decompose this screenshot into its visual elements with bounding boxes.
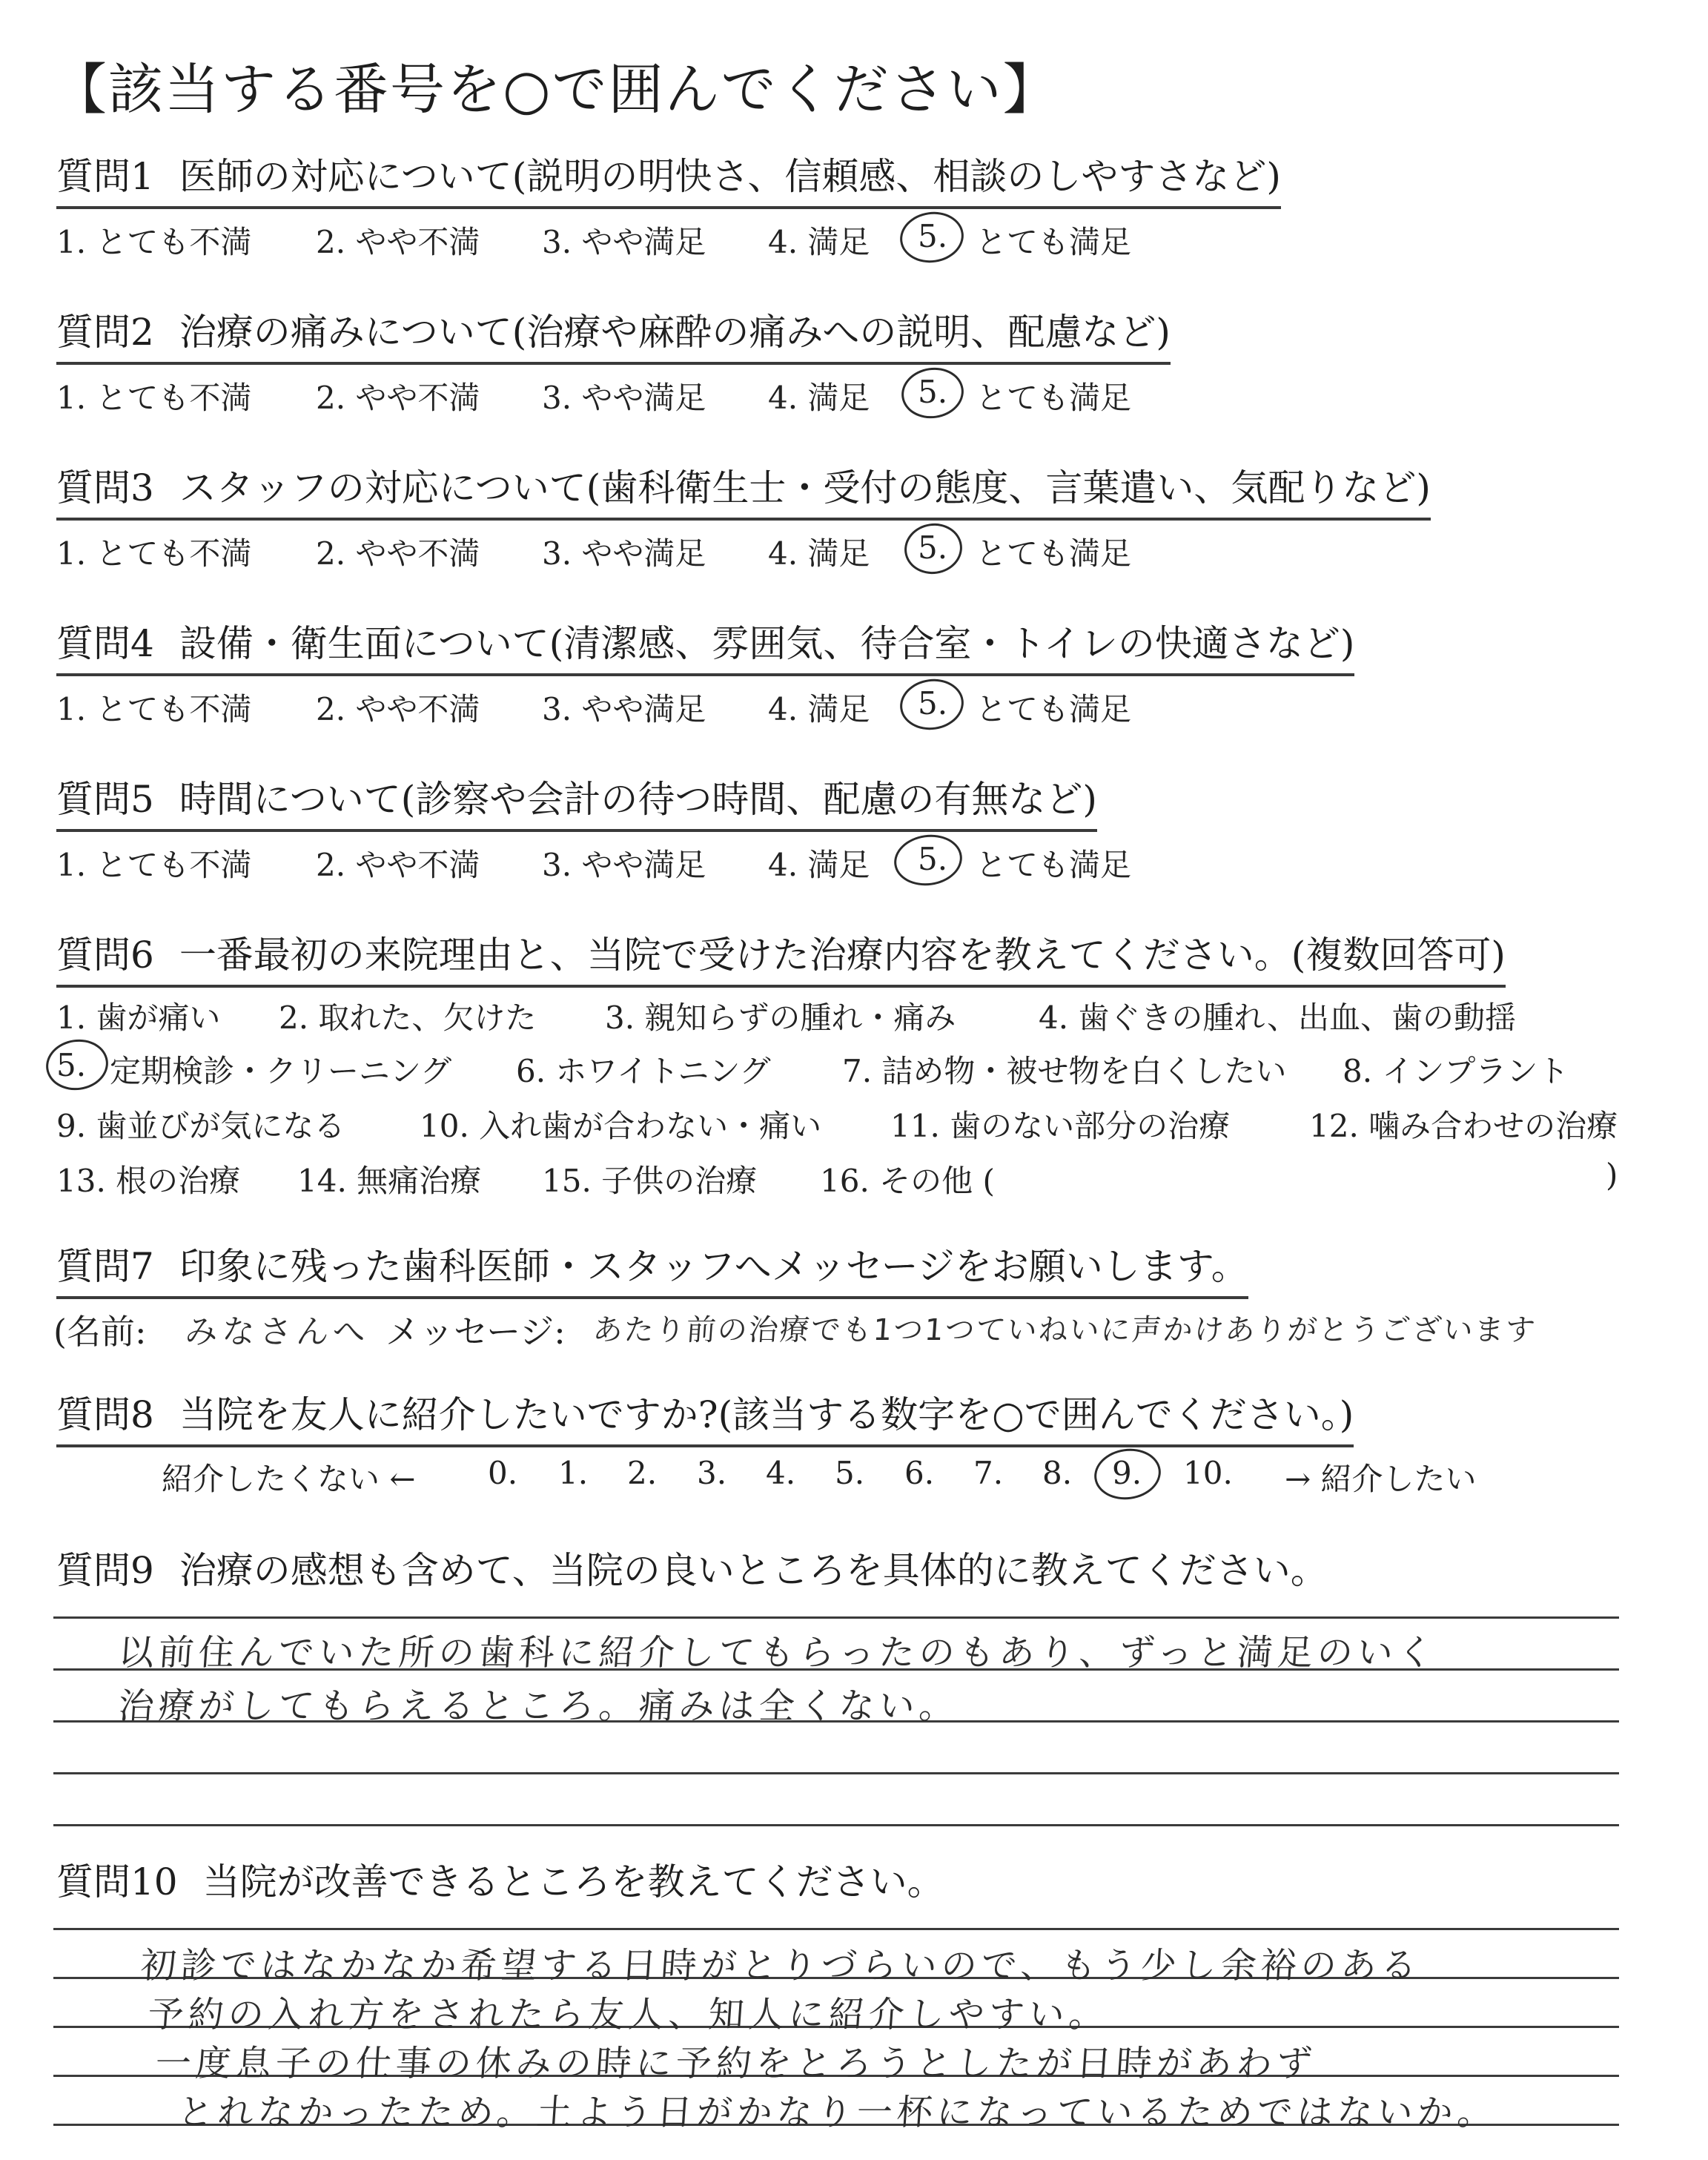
option-3[interactable]: 3. やや満足 [542,380,706,416]
question-text: 印象に残った歯科医師・スタッフへメッセージをお願いします。 [179,1245,1248,1288]
option-1[interactable]: 1. とても不満 [56,535,252,572]
option-2[interactable]: 2. やや不満 [316,224,480,260]
question-number: 質問4 [56,622,154,665]
form-title: 【該当する番号を○で囲んでください】 [52,58,1059,122]
selected-circle [891,830,966,890]
question-text: 治療の痛みについて(治療や麻酔の痛みへの説明、配慮など) [179,311,1171,354]
option-3[interactable]: 3. やや満足 [542,691,706,727]
selected-circle [1091,1444,1165,1504]
option-3[interactable]: 3. やや満足 [542,224,706,260]
question-8-title [56,1394,1354,1447]
message-answer[interactable]: あたり前の治療でも1つ1つていねいに声かけありがとうございます [592,1313,1538,1347]
question-number: 質問9 [56,1549,154,1592]
scale-9[interactable]: 9. [1112,1455,1142,1491]
option-2[interactable]: 2. やや不満 [316,535,480,572]
option-9[interactable]: 9. 歯並びが気になる [56,1108,345,1144]
answer-line [53,1928,1619,1930]
option-14[interactable]: 14. 無痛治療 [297,1163,482,1199]
option-15[interactable]: 15. 子供の治療 [542,1163,758,1199]
high-label: → 紹介したい [1285,1461,1477,1497]
option-5[interactable]: 5. [56,1047,87,1083]
question-7-title [56,1246,1248,1299]
option-1[interactable]: 1. とても不満 [56,224,252,260]
selected-circle [897,208,967,266]
question-text: 一番最初の来院理由と、当院で受けた治療内容を教えてください。(複数回答可) [179,934,1506,977]
q9-answer-line-1[interactable]: 以前住んでいた所の歯科に紹介してもらったのもあり、ずっと満足のいく [116,1632,1439,1674]
options-row-4 [56,1157,1658,1201]
option-16[interactable]: 16. その他 ( [820,1163,995,1199]
option-5-label: とても満足 [976,691,1132,727]
name-label: (名前: [53,1312,147,1352]
option-4[interactable]: 4. 満足 [768,535,870,572]
answer-line [53,1616,1619,1619]
option-5[interactable]: 5. [918,685,948,721]
question-10-title [56,1861,944,1912]
q10-answer-line-3[interactable]: 一度息子の仕事の休みの時に予約をとろうとしたが日時があわず [153,2043,1318,2084]
option-1[interactable]: 1. とても不満 [56,691,252,727]
option-11[interactable]: 11. 歯のない部分の治療 [890,1108,1231,1144]
scale-1[interactable]: 1. [558,1455,589,1491]
option-10[interactable]: 10. 入れ歯が合わない・痛い [420,1108,822,1144]
scale-7[interactable]: 7. [973,1455,1004,1491]
question-4-title [56,623,1354,676]
option-5-label: とても満足 [976,224,1132,260]
question-4-scale [56,685,1242,730]
option-5-label: とても満足 [976,535,1132,572]
message-label: メッセージ: [385,1312,566,1352]
question-number: 質問8 [56,1393,154,1436]
question-3-scale [56,529,1242,574]
selected-circle [901,520,966,578]
scale-4[interactable]: 4. [766,1455,796,1491]
question-number: 質問2 [56,311,154,354]
question-text: 当院が改善できるところを教えてください。 [202,1860,944,1903]
other-close-paren: ) [1606,1157,1618,1193]
option-1[interactable]: 1. とても不満 [56,847,252,883]
q10-answer-line-2[interactable]: 予約の入れ方をされたら友人、知人に紹介しやすい。 [146,1994,1110,2035]
q10-answer-line-4[interactable]: とれなかったため。土よう日がかなり一杯になっているためではないか。 [176,2092,1499,2133]
question-text: スタッフの対応について(歯科衛生士・受付の態度、言葉遣い、気配りなど) [179,466,1431,509]
question-text: 設備・衛生面について(清潔感、雰囲気、待合室・トイレの快適さなど) [179,622,1355,665]
scale-0[interactable]: 0. [488,1455,518,1491]
option-3[interactable]: 3. やや満足 [542,847,706,883]
options-row-1 [56,994,1658,1038]
question-1-title [56,156,1281,209]
selected-circle [897,675,967,733]
question-text: 治療の感想も含めて、当院の良いところを具体的に教えてください。 [179,1549,1328,1592]
question-5-scale [56,841,1242,885]
scale-6[interactable]: 6. [904,1455,935,1491]
option-2[interactable]: 2. やや不満 [316,847,480,883]
scale-5[interactable]: 5. [835,1455,865,1491]
question-2-title [56,311,1171,365]
selected-circle [43,1035,112,1094]
options-row-3 [56,1102,1658,1146]
option-5-label: 定期検診・クリーニング [110,1053,452,1089]
options-row-2 [56,1047,1658,1091]
question-text: 医師の対応について(説明の明快さ、信頼感、相談のしやすさなど) [179,155,1281,198]
question-3-title [56,467,1431,521]
option-3[interactable]: 3. やや満足 [542,535,706,572]
option-4[interactable]: 4. 満足 [768,847,870,883]
question-number: 質問7 [56,1245,154,1288]
answer-line [53,1824,1619,1826]
option-5-label: とても満足 [976,380,1132,416]
question-6-title [56,934,1506,988]
option-4[interactable]: 4. 満足 [768,691,870,727]
option-13[interactable]: 13. 根の治療 [56,1163,241,1199]
option-5[interactable]: 5. [918,218,948,254]
low-label: 紹介したくない ← [162,1461,416,1497]
option-2[interactable]: 2. 取れた、欠けた [279,1000,537,1036]
q9-answer-line-2[interactable]: 治療がしてもらえるところ。痛みは全くない。 [116,1685,961,1727]
question-number: 質問5 [56,778,154,821]
option-5[interactable]: 5. [918,374,948,410]
question-number: 質問10 [56,1860,178,1903]
option-3[interactable]: 3. 親知らずの腫れ・痛み [605,1000,956,1036]
option-5-label: とても満足 [976,847,1132,883]
scale-3[interactable]: 3. [697,1455,727,1491]
option-4[interactable]: 4. 満足 [768,224,870,260]
option-7[interactable]: 7. 詰め物・被せ物を白くしたい [842,1053,1287,1089]
option-8[interactable]: 8. インプラント [1343,1053,1569,1089]
question-number: 質問3 [56,466,154,509]
name-answer[interactable]: みなさんへ [183,1313,371,1351]
option-4[interactable]: 4. 歯ぐきの腫れ、出血、歯の動揺 [1039,1000,1516,1036]
scale-8[interactable]: 8. [1042,1455,1073,1491]
scale-2[interactable]: 2. [627,1455,658,1491]
option-5[interactable]: 5. [918,529,948,566]
question-text: 当院を友人に紹介したいですか?(該当する数字を○で囲んでください。) [179,1393,1354,1436]
question-8-scale [162,1455,1496,1499]
question-2-scale [56,374,1242,418]
question-number: 質問1 [56,155,154,198]
option-1[interactable]: 1. とても不満 [56,380,252,416]
option-1[interactable]: 1. 歯が痛い [56,1000,221,1036]
option-4[interactable]: 4. 満足 [768,380,870,416]
option-5[interactable]: 5. [918,841,948,877]
option-2[interactable]: 2. やや不満 [316,691,480,727]
question-text: 時間について(診察や会計の待つ時間、配慮の有無など) [179,778,1097,821]
question-9-title [56,1550,1328,1600]
option-12[interactable]: 12. 噛み合わせの治療 [1309,1108,1618,1144]
option-2[interactable]: 2. やや不満 [316,380,480,416]
question-5-title [56,779,1097,832]
question-6-options [56,994,1658,1209]
answer-line [53,1772,1619,1774]
question-1-scale [56,218,1242,262]
question-number: 質問6 [56,934,154,977]
option-6[interactable]: 6. ホワイトニング [516,1053,771,1089]
selected-circle [898,363,967,422]
scale-10[interactable]: 10. [1183,1455,1233,1491]
q10-answer-line-1[interactable]: 初診ではなかなか希望する日時がとりづらいので、もう少し余裕のある [139,1945,1423,1986]
